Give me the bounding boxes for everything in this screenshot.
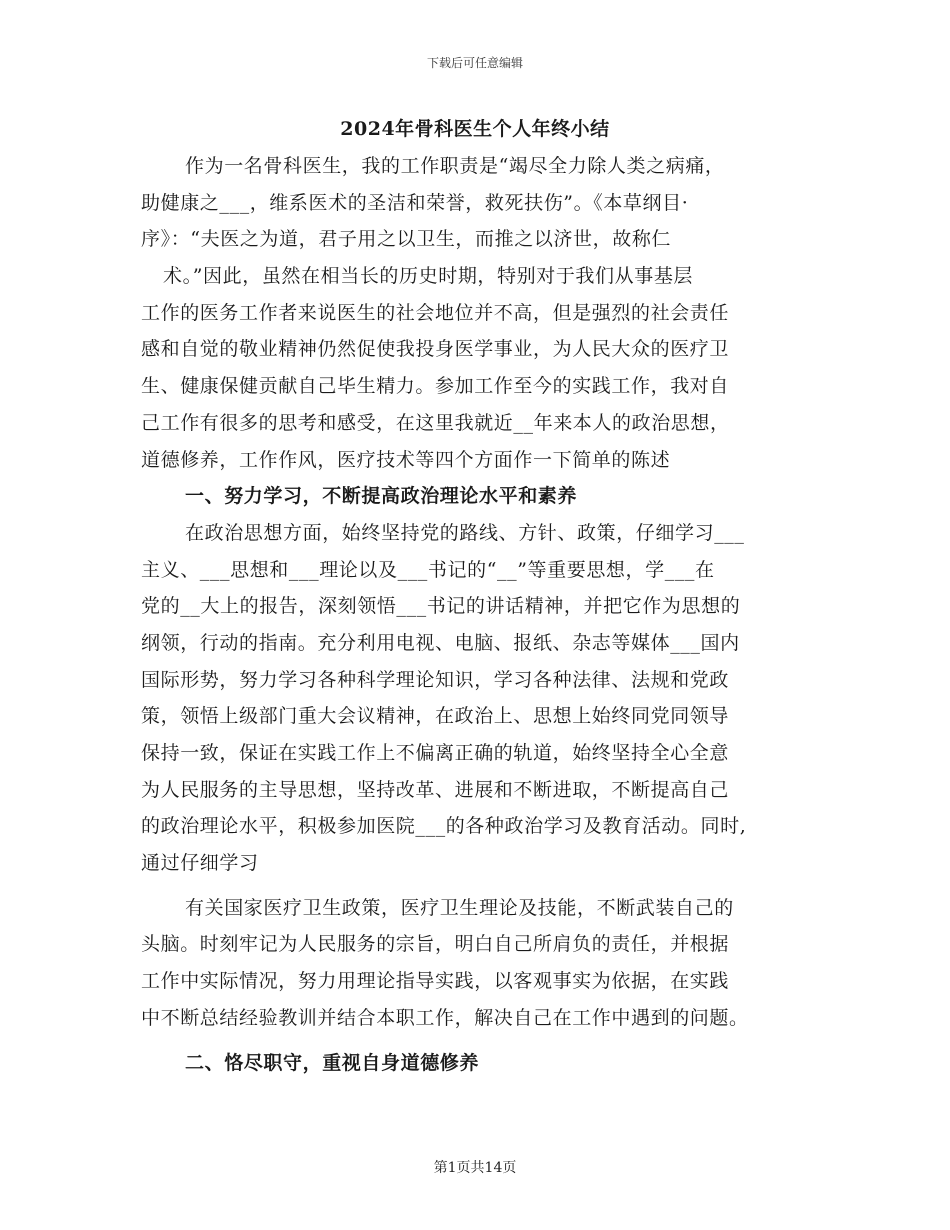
body-line: 助健康之___，维系医术的圣洁和荣誉，救死扶伤”。《本草纲目· [141, 191, 689, 214]
body-line: 术。”因此，虽然在相当长的历史时期，特别对于我们从事基层 [163, 265, 694, 288]
document-title: 2024年骨科医生个人年终小结 [340, 118, 610, 140]
header-note: 下载后可任意编辑 [426, 56, 523, 70]
body-line: 有关国家医疗卫生政策，医疗卫生理论及技能，不断武装自己的 [185, 896, 734, 919]
body-line: 头脑。时刻牢记为人民服务的宗旨，明白自己所肩负的责任，并根据 [141, 933, 730, 956]
body-line: 作为一名骨科医生，我的工作职责是“竭尽全力除人类之病痛， [185, 155, 725, 177]
body-line: 生、健康保健贡献自己毕生精力。参加工作至今的实践工作，我对自 [141, 375, 730, 398]
body-line: 为人民服务的主导思想，坚持改革、进展和不断进取，不断提高自己 [141, 778, 730, 801]
page-number: 第1页共14页 [433, 1160, 517, 1176]
body-line: 党的__大上的报告，深刻领悟___书记的讲话精神，并把它作为思想的 [141, 595, 741, 618]
body-line: 的政治理论水平，积极参加医院___的各种政治学习及教育活动。同时, [141, 815, 747, 838]
section-heading-1: 一、努力学习，不断提高政治理论水平和素养 [185, 485, 578, 508]
body-line: 纲领，行动的指南。充分利用电视、电脑、报纸、杂志等媒体___国内 [141, 631, 740, 654]
section-heading-2: 二、恪尽职守，重视自身道德修养 [185, 1051, 480, 1074]
body-line: 己工作有很多的思考和感受，在这里我就近__年来本人的政治思想， [141, 411, 730, 434]
body-line: 保持一致，保证在实践工作上不偏离正确的轨道，始终坚持全心全意 [141, 742, 730, 764]
body-line: 策，领悟上级部门重大会议精神，在政治上、思想上始终同党同领导 [141, 705, 730, 728]
body-line: 主义、___思想和___理论以及___书记的“__”等重要思想，学___在 [141, 558, 715, 581]
body-line: 通过仔细学习 [141, 852, 259, 875]
body-line: 在政治思想方面，始终坚持党的路线、方针、政策，仔细学习___ [185, 521, 745, 544]
body-line: 道德修养，工作作风，医疗技术等四个方面作一下简单的陈述 [141, 448, 671, 471]
body-line: 中不断总结经验教训并结合本职工作，解决自己在工作中遇到的问题。 [141, 1006, 749, 1029]
document-body [141, 148, 811, 1081]
body-line: 工作中实际情况，努力用理论指导实践，以客观事实为依据，在实践 [141, 970, 730, 993]
body-line: 序》：“夫医之为道，君子用之以卫生，而推之以济世，故称仁 [141, 228, 672, 251]
body-line: 工作的医务工作者来说医生的社会地位并不高，但是强烈的社会责任 [141, 301, 730, 324]
body-line: 感和自觉的敬业精神仍然促使我投身医学事业，为人民大众的医疗卫 [141, 338, 730, 361]
body-line: 国际形势，努力学习各种科学理论知识，学习各种法律、法规和党政 [141, 668, 730, 691]
